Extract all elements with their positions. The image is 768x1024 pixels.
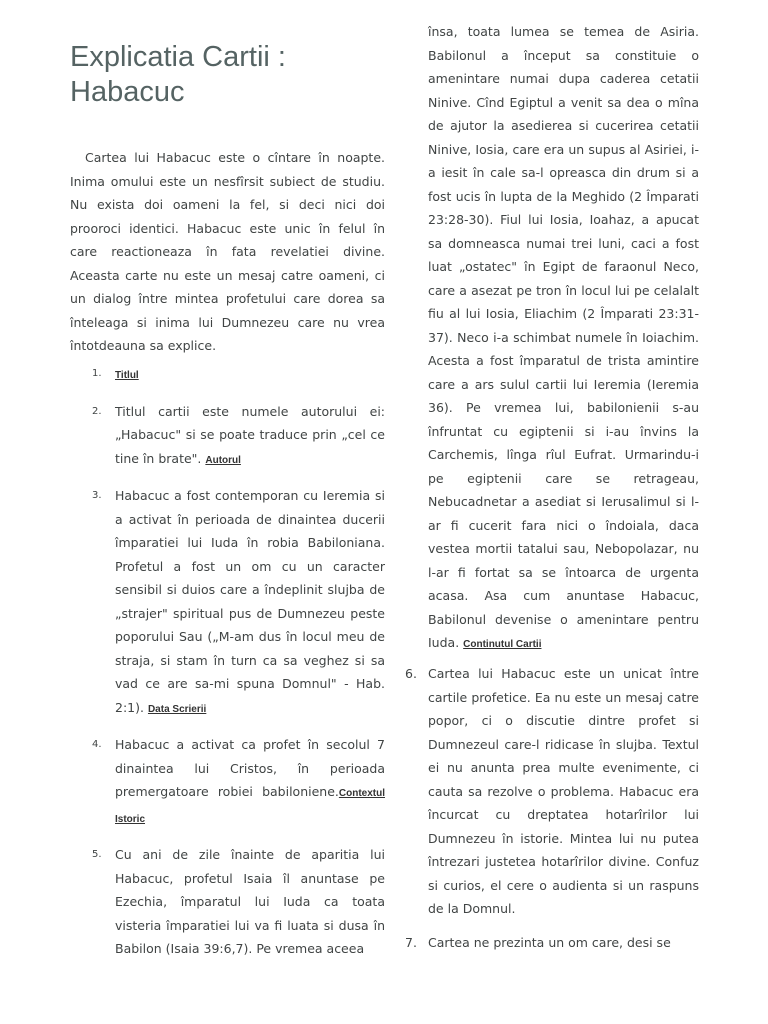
list-item xyxy=(70,400,385,473)
list-number: 6. xyxy=(405,666,417,681)
outline-list-left xyxy=(70,362,385,973)
list-number: 4. xyxy=(92,739,102,750)
list-number: 1. xyxy=(92,368,102,379)
document-title: Explicatia Cartii : Habacuc xyxy=(70,41,286,108)
section-link-titlul[interactable]: Titlul xyxy=(115,370,139,381)
list-item-text: Habacuc a fost contemporan cu Ieremia si a activat în perioada de dinaintea ducerii împaratiei lui Iuda în robia Babiloniana. Profetul a fost un om cu un caracter sensibil si duios care a îndeplinit slujba de „strajer" spiritual pus de Dumnezeu peste poporului Sau („M-am dus în locul meu de straja, si stam în turn ca sa veghez si sa vad ce are sa-mi spuna Domnul" - Hab. 2:1). xyxy=(115,488,385,715)
list-number: 2. xyxy=(92,405,102,417)
intro-paragraph: Cartea lui Habacuc este o cîntare în noapte. Inima omului este un nesfîrsit subiect de studiu. Nu exista doi oameni la fel, si deci nici doi prooroci identici. Habacuc este unic în felul în care reactioneaza în fata revelatiei divine. Aceasta carte nu este un mesaj catre oameni, ci un dialog între mintea profetului care dorea sa înteleaga si inima lui Dumnezeu care nu vrea întotdeauna sa explice. xyxy=(70,150,385,353)
list-item-text: Habacuc a activat ca profet în secolul 7 dinaintea lui Cristos, în perioada premergatoare robiei babiloniene. xyxy=(115,737,385,799)
outline-list-right xyxy=(405,662,699,964)
list-item-text: Cartea ne prezinta un om care, desi se xyxy=(428,934,671,950)
section-link-contextul-istoric[interactable]: Contextul Istoric xyxy=(115,788,385,825)
section-link-data-scrierii[interactable]: Data Scrierii xyxy=(147,703,207,715)
continuation-paragraph xyxy=(428,20,699,657)
list-item xyxy=(70,362,385,388)
list-item xyxy=(405,662,699,921)
section-link-autorul[interactable]: Autorul xyxy=(205,454,241,466)
list-number: 5. xyxy=(92,849,102,860)
list-number: 7. xyxy=(405,934,417,950)
list-item-text: Cu ani de zile înainte de aparitia lui Habacuc, profetul Isaia îl anuntase pe Ezechia, împaratul lui Iuda ca toata visteria împaratiei lui va fi luata si dusa în Babilon (Isaia 39:6,7). Pe vremea aceea xyxy=(115,847,385,956)
list-number: 3. xyxy=(92,490,102,501)
continuation-text: însa, toata lumea se temea de Asiria. Babilonul a început sa constituie o amenintare numai dupa caderea cetatii Ninive. Cînd Egiptul a venit sa dea o mîna de ajutor la asedierea si cucerirea cetatii Ninive, Iosia, care era un supus al Asiriei, i-a iesit în cale sa-l opreasca din drum si a fost ucis în lupta de la Meghido (2 Împarati 23:28-30). Fiul lui Iosia, Ioahaz, a apucat sa domneasca numai trei luni, caci a fost luat „ostatec" în Egipt de faraonul Neco, care a asezat pe tron în locul lui pe celalalt fiu al lui Iosia, Eliachim (2 Împarati 23:31-37). Neco i-a schimbat numele în Ioiachim. Acesta a fost împaratul de trista amintire care a ars sulul cartii lui Ieremia (Ieremia 36). Pe vremea lui, babilonienii s-au înfruntat cu egiptenii si i-au învins la Carchemis, lînga rîul Eufrat. Urmarindu-i pe egiptenii care se retrageau, Nebucadnetar a asediat si Ierusalimul si l-ar fi cucerit fara nici o îndoiala, daca vestea mortii tatalui sau, Nebopolazar, nu l-ar fi fortat sa se întoarca de urgenta acasa. Asa cum anuntase Habacuc, Babilonul devenise o amenintare pentru Iuda. xyxy=(428,24,699,650)
section-link-continutul-cartii[interactable]: Continutul Cartii xyxy=(463,639,542,650)
list-item xyxy=(70,733,385,831)
list-item xyxy=(70,484,385,721)
list-item xyxy=(70,843,385,961)
list-item-text: Titlul cartii este numele autorului ei: „Habacuc" si se poate traduce prin „cel ce tine în brate". xyxy=(115,403,385,466)
list-item-text: Cartea lui Habacuc este un unicat între cartile profetice. Ea nu este un mesaj catre popor, ci o discutie dintre profet si Dumnezeul care-l ridicase în slujba. Textul ei nu anunta prea multe evenimente, ci cauta sa rezolve o problema. Habacuc era încurcat cu dreptatea hotarîrilor lui Dumnezeu în istorie. Mintea lui nu putea întrezari justetea hotarîrilor divine. Confuz si curios, el cere o audienta si un raspuns de la Domnul. xyxy=(428,666,699,916)
list-item xyxy=(405,931,699,955)
